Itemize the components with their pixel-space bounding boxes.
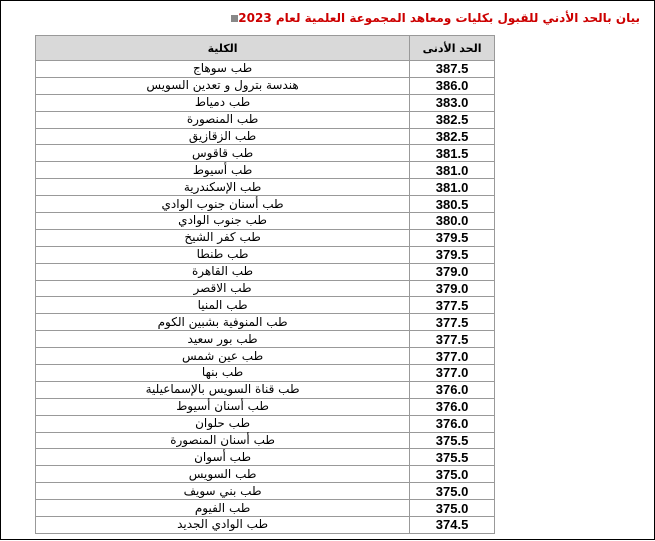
min-score-cell: 381.0	[410, 162, 495, 179]
min-score-cell: 377.5	[410, 297, 495, 314]
table-row	[36, 246, 495, 263]
table-header-row	[36, 36, 495, 61]
table-row	[36, 449, 495, 466]
header-college: الكلية	[36, 36, 410, 61]
min-score-cell: 379.5	[410, 229, 495, 246]
table-row	[36, 111, 495, 128]
min-score-cell: 375.0	[410, 500, 495, 517]
min-score-cell: 386.0	[410, 77, 495, 94]
min-score-cell: 375.5	[410, 432, 495, 449]
table-row	[36, 196, 495, 213]
college-name-cell: طب أسنان جنوب الوادي	[36, 196, 410, 213]
college-name-cell: طب المنصورة	[36, 111, 410, 128]
table-row	[36, 432, 495, 449]
college-name-cell: طب الإسكندرية	[36, 179, 410, 196]
min-score-cell: 381.5	[410, 145, 495, 162]
college-name-cell: طب الزقازيق	[36, 128, 410, 145]
table-row	[36, 365, 495, 382]
college-name-cell: طب الفيوم	[36, 500, 410, 517]
min-score-cell: 382.5	[410, 111, 495, 128]
college-name-cell: طب جنوب الوادي	[36, 213, 410, 230]
min-score-cell: 379.5	[410, 246, 495, 263]
college-name-cell: طب المنوفية بشبين الكوم	[36, 314, 410, 331]
min-score-cell: 376.0	[410, 398, 495, 415]
table-row	[36, 500, 495, 517]
college-name-cell: طب عين شمس	[36, 348, 410, 365]
page-title: بيان بالحد الأدني للقبول بكليات ومعاهد المجموعة العلمية لعام 2023	[238, 11, 640, 25]
min-score-cell: 375.0	[410, 466, 495, 483]
table-row	[36, 280, 495, 297]
college-name-cell: طب السويس	[36, 466, 410, 483]
college-name-cell: طب دمياط	[36, 94, 410, 111]
table-row	[36, 162, 495, 179]
table-row	[36, 61, 495, 78]
table-row	[36, 229, 495, 246]
min-score-cell: 379.0	[410, 263, 495, 280]
college-name-cell: طب المنيا	[36, 297, 410, 314]
min-score-cell: 377.0	[410, 348, 495, 365]
table-row	[36, 213, 495, 230]
table-row	[36, 263, 495, 280]
min-score-cell: 380.5	[410, 196, 495, 213]
min-score-cell: 377.5	[410, 331, 495, 348]
college-name-cell: طب قاقوس	[36, 145, 410, 162]
admission-table	[35, 35, 495, 534]
min-score-cell: 380.0	[410, 213, 495, 230]
table-row	[36, 466, 495, 483]
table-row	[36, 145, 495, 162]
min-score-cell: 374.5	[410, 517, 495, 534]
min-score-cell: 382.5	[410, 128, 495, 145]
table-body	[36, 61, 495, 534]
min-score-cell: 377.0	[410, 365, 495, 382]
table-row	[36, 415, 495, 432]
college-name-cell: طب الوادي الجديد	[36, 517, 410, 534]
college-name-cell: طب كفر الشيخ	[36, 229, 410, 246]
table-row	[36, 128, 495, 145]
table-row	[36, 381, 495, 398]
college-name-cell: طب بني سويف	[36, 483, 410, 500]
college-name-cell: طب طنطا	[36, 246, 410, 263]
table-container	[35, 35, 495, 541]
table-row	[36, 331, 495, 348]
table-row	[36, 398, 495, 415]
min-score-cell: 381.0	[410, 179, 495, 196]
min-score-cell: 375.5	[410, 449, 495, 466]
college-name-cell: هندسة بترول و تعدين السويس	[36, 77, 410, 94]
college-name-cell: طب حلوان	[36, 415, 410, 432]
college-name-cell: طب القاهرة	[36, 263, 410, 280]
title-bar	[225, 11, 640, 25]
table-row	[36, 297, 495, 314]
square-bullet-icon	[231, 15, 238, 22]
min-score-cell: 383.0	[410, 94, 495, 111]
college-name-cell: طب سوهاج	[36, 61, 410, 78]
min-score-cell: 375.0	[410, 483, 495, 500]
college-name-cell: طب أسوان	[36, 449, 410, 466]
min-score-cell: 379.0	[410, 280, 495, 297]
table-row	[36, 483, 495, 500]
min-score-cell: 387.5	[410, 61, 495, 78]
college-name-cell: طب أسنان أسيوط	[36, 398, 410, 415]
table-row	[36, 314, 495, 331]
min-score-cell: 376.0	[410, 415, 495, 432]
college-name-cell: طب الاقصر	[36, 280, 410, 297]
table-row	[36, 94, 495, 111]
header-min-score: الحد الأدنى	[410, 36, 495, 61]
table-row	[36, 517, 495, 534]
min-score-cell: 376.0	[410, 381, 495, 398]
min-score-cell: 377.5	[410, 314, 495, 331]
college-name-cell: طب أسيوط	[36, 162, 410, 179]
table-row	[36, 179, 495, 196]
college-name-cell: طب بنها	[36, 365, 410, 382]
college-name-cell: طب بور سعيد	[36, 331, 410, 348]
college-name-cell: طب قناة السويس بالإسماعيلية	[36, 381, 410, 398]
college-name-cell: طب أسنان المنصورة	[36, 432, 410, 449]
table-row	[36, 348, 495, 365]
table-row	[36, 77, 495, 94]
